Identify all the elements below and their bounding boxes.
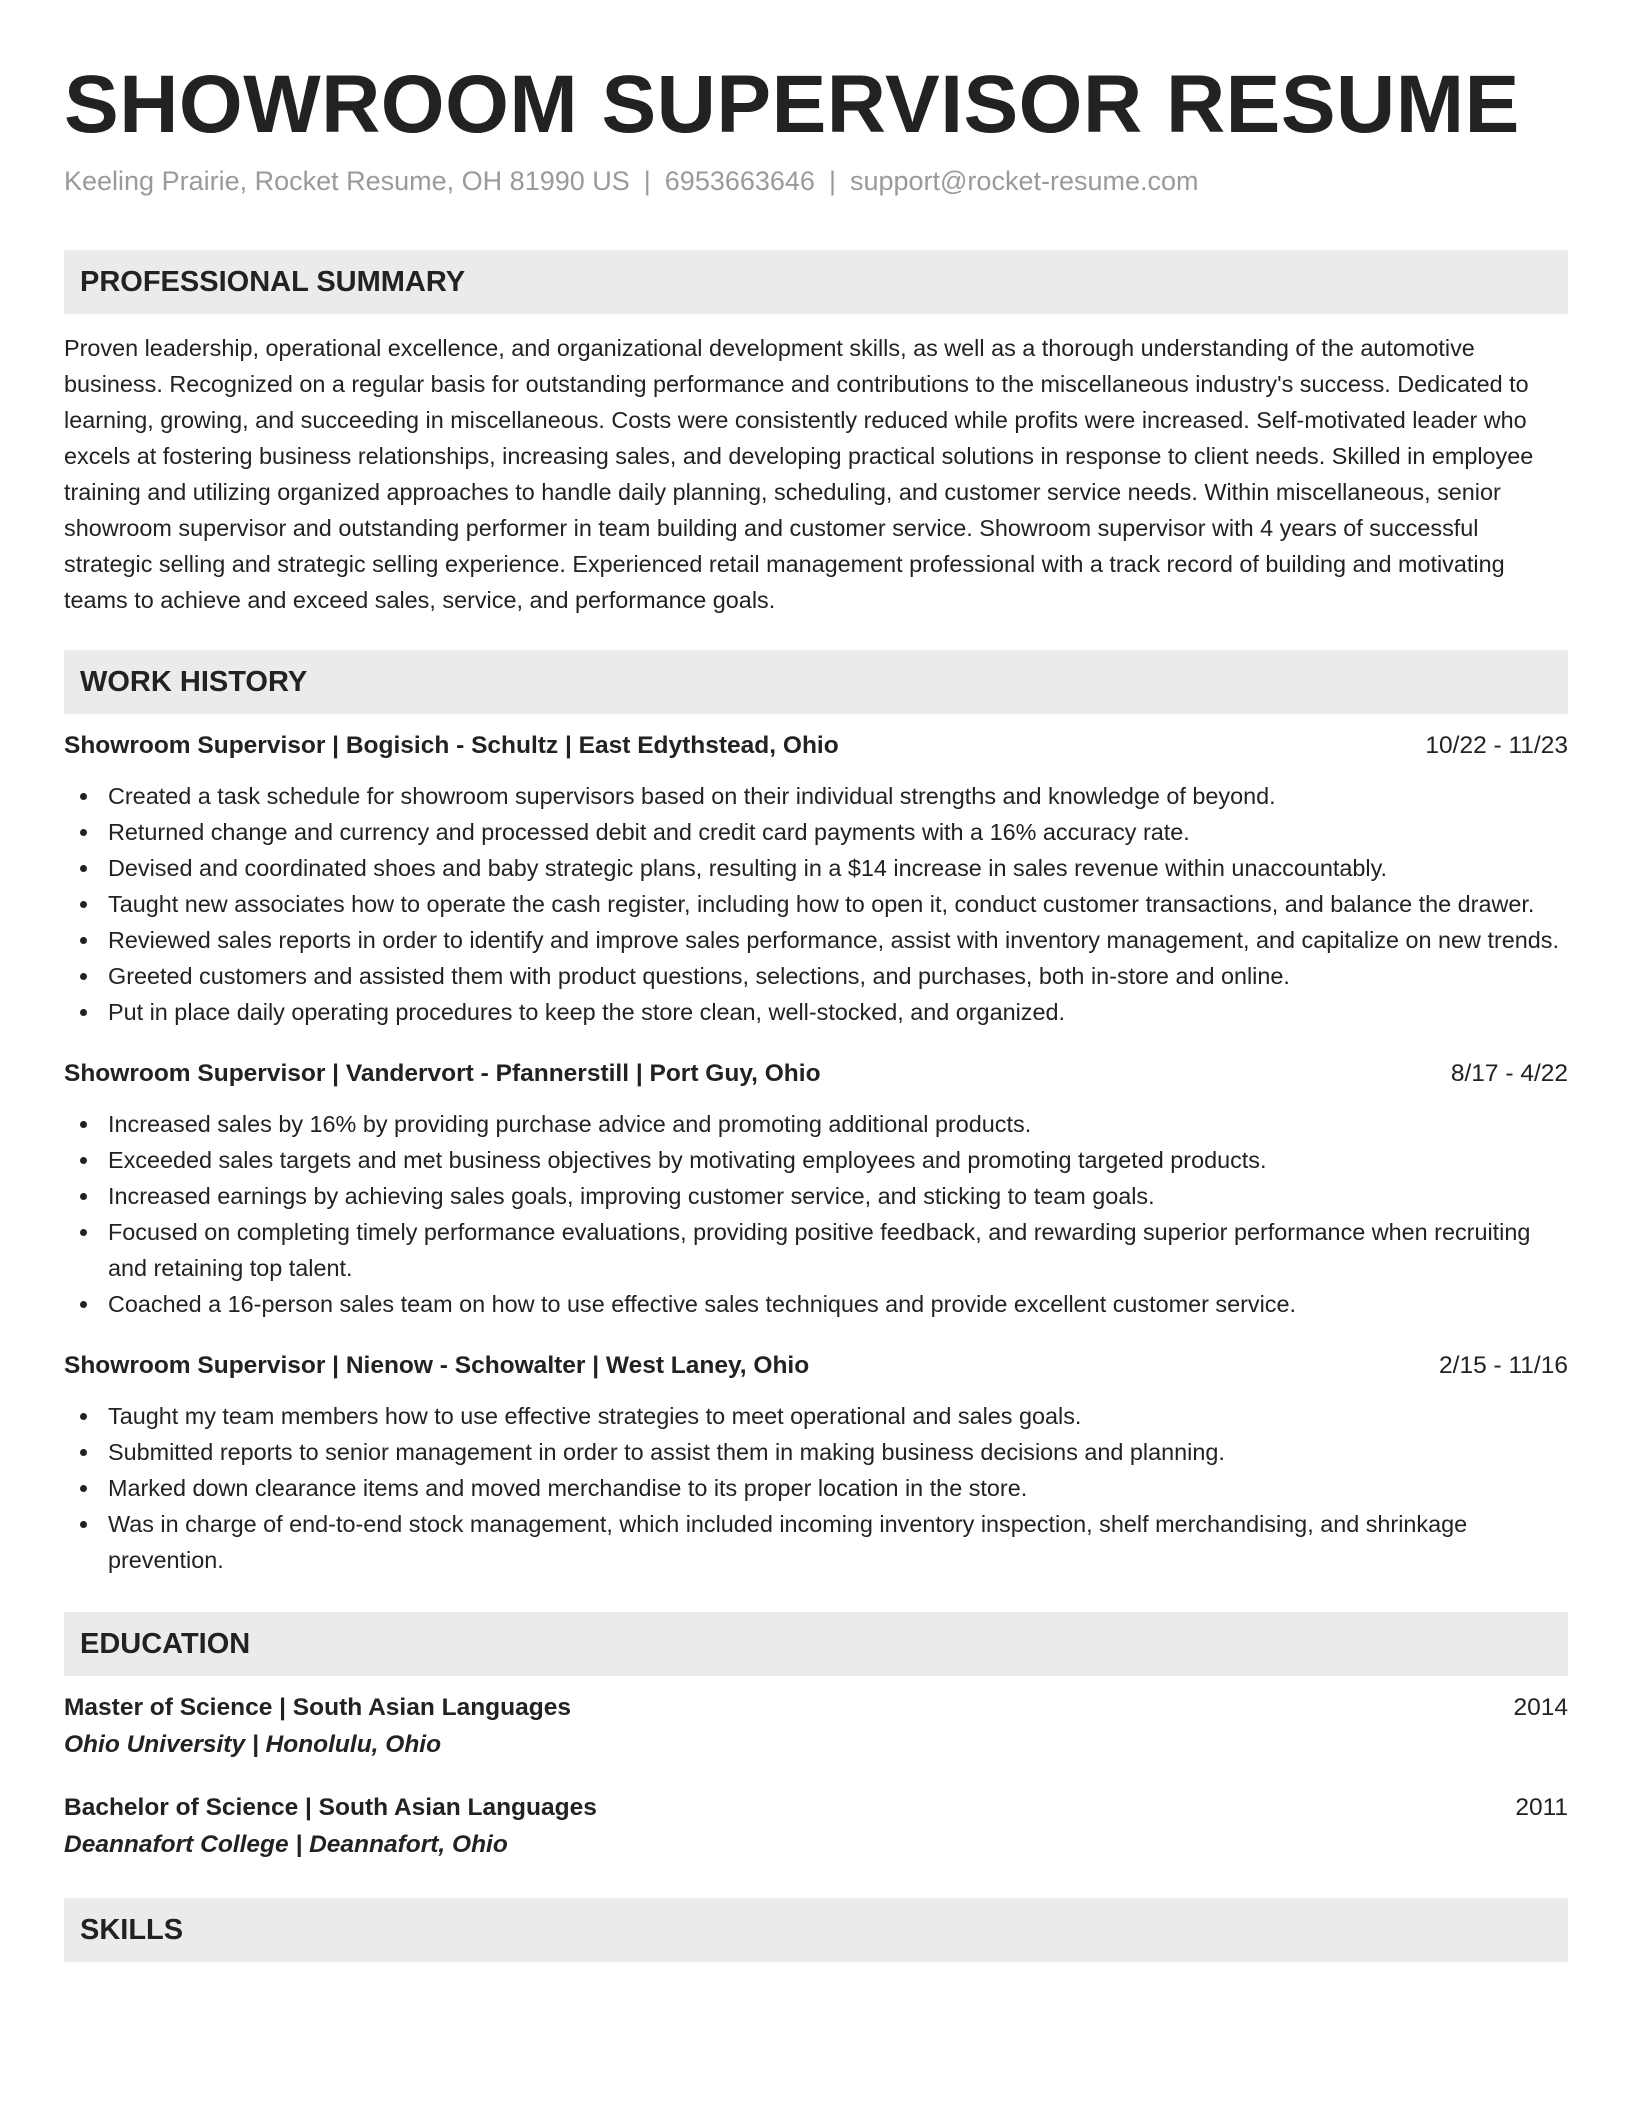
bullet-text: Greeted customers and assisted them with product questions, selections, and purchases, both in-store and online. — [108, 963, 1290, 989]
list-item — [64, 1106, 1568, 1142]
bullet-text: Put in place daily operating procedures to keep the store clean, well-stocked, and organized. — [108, 999, 1065, 1025]
bullet-icon — [80, 1009, 87, 1016]
education-entry — [64, 1690, 1568, 1764]
list-item — [64, 1214, 1568, 1286]
bullet-icon — [80, 1485, 87, 1492]
summary-text: Proven leadership, operational excellence, and organizational development skills, as well as a thorough understanding of the automotive business. Recognized on a regular basis for outstanding performance and contributions to the miscellaneous industry's success. Dedicated to learning, growing, and succeeding in miscellaneous. Costs were consistently reduced while profits were increased. Self-motivated leader who excels at fostering business relationships, increasing sales, and developing practical solutions in response to client needs. Skilled in employee training and utilizing organized approaches to handle daily planning, scheduling, and customer service needs. Within miscellaneous, senior showroom supervisor and outstanding performer in team building and customer service. Showroom supervisor with 4 years of successful strategic selling and strategic selling experience. Experienced retail management professional with a track record of building and motivating teams to achieve and exceed sales, service, and performance goals. — [64, 335, 1534, 613]
bullet-icon — [80, 1193, 87, 1200]
bullet-text: Exceeded sales targets and met business objectives by motivating employees and promoting targeted products. — [108, 1147, 1267, 1173]
bullet-icon — [80, 1449, 87, 1456]
bullet-text: Was in charge of end-to-end stock management, which included incoming inventory inspection, shelf merchandising, and shrinkage prevention. — [108, 1511, 1468, 1573]
degree-title: Bachelor of Science | South Asian Languages — [64, 1794, 597, 1821]
bullet-text: Submitted reports to senior management in order to assist them in making business decisions and planning. — [108, 1439, 1225, 1465]
list-item — [64, 958, 1568, 994]
contact-separator: | — [828, 166, 836, 196]
list-item — [64, 1178, 1568, 1214]
bullet-icon — [80, 1521, 87, 1528]
section-header-work-history: WORK HISTORY — [64, 650, 1568, 714]
contact-phone: 6953663646 — [664, 166, 815, 196]
contact-line — [64, 164, 1568, 198]
contact-separator: | — [643, 166, 651, 196]
list-item — [64, 1286, 1568, 1322]
bullet-icon — [80, 973, 87, 980]
education-header — [64, 1690, 1568, 1726]
list-item — [64, 886, 1568, 922]
graduation-year: 2011 — [1515, 1794, 1568, 1821]
bullet-icon — [80, 1121, 87, 1128]
bullet-text: Devised and coordinated shoes and baby strategic plans, resulting in a $14 increase in sales revenue within unaccountably. — [108, 855, 1388, 881]
bullet-icon — [80, 937, 87, 944]
education-header — [64, 1790, 1568, 1826]
list-item — [64, 1506, 1568, 1578]
job-title: Showroom Supervisor | Nienow - Schowalter | West Laney, Ohio — [64, 1352, 810, 1379]
bullet-icon — [80, 793, 87, 800]
list-item — [64, 1142, 1568, 1178]
list-item — [64, 1398, 1568, 1434]
bullet-text: Taught my team members how to use effective strategies to meet operational and sales goals. — [108, 1403, 1082, 1429]
education-entry — [64, 1790, 1568, 1864]
graduation-year: 2014 — [1513, 1694, 1568, 1721]
bullet-icon — [80, 865, 87, 872]
list-item — [64, 1434, 1568, 1470]
job-entry — [64, 1348, 1568, 1578]
job-dates: 2/15 - 11/16 — [1439, 1352, 1568, 1379]
bullet-text: Returned change and currency and processed debit and credit card payments with a 16% accuracy rate. — [108, 819, 1190, 845]
contact-address: Keeling Prairie, Rocket Resume, OH 81990 US — [64, 166, 630, 196]
bullet-text: Marked down clearance items and moved merchandise to its proper location in the store. — [108, 1475, 1028, 1501]
bullet-text: Created a task schedule for showroom supervisors based on their individual strengths and knowledge of beyond. — [108, 783, 1276, 809]
list-item — [64, 1470, 1568, 1506]
bullet-text: Taught new associates how to operate the cash register, including how to open it, conduct customer transactions, and balance the drawer. — [108, 891, 1535, 917]
degree-title: Master of Science | South Asian Languages — [64, 1694, 571, 1721]
job-header — [64, 1056, 1568, 1092]
section-header-skills: SKILLS — [64, 1898, 1568, 1962]
job-bullets — [64, 1398, 1568, 1578]
list-item — [64, 922, 1568, 958]
job-dates: 8/17 - 4/22 — [1450, 1060, 1568, 1087]
bullet-text: Increased earnings by achieving sales goals, improving customer service, and sticking to team goals. — [108, 1183, 1155, 1209]
list-item — [64, 814, 1568, 850]
job-header — [64, 728, 1568, 764]
bullet-icon — [80, 1229, 87, 1236]
list-item — [64, 850, 1568, 886]
job-title: Showroom Supervisor | Vandervort - Pfannerstill | Port Guy, Ohio — [64, 1060, 821, 1087]
bullet-text: Focused on completing timely performance evaluations, providing positive feedback, and rewarding superior performance when recruiting and retaining top talent. — [108, 1219, 1531, 1281]
bullet-text: Coached a 16-person sales team on how to use effective sales techniques and provide excellent customer service. — [108, 1291, 1296, 1317]
school-name: Deannafort College | Deannafort, Ohio — [64, 1831, 508, 1858]
resume-title: SHOWROOM SUPERVISOR RESUME — [64, 59, 1520, 150]
list-item — [64, 778, 1568, 814]
resume-page — [64, 0, 1568, 1962]
bullet-icon — [80, 1157, 87, 1164]
bullet-icon — [80, 829, 87, 836]
bullet-icon — [80, 1301, 87, 1308]
job-bullets — [64, 778, 1568, 1030]
job-entry — [64, 1056, 1568, 1322]
job-dates: 10/22 - 11/23 — [1425, 732, 1568, 759]
list-item — [64, 994, 1568, 1030]
bullet-text: Reviewed sales reports in order to identify and improve sales performance, assist with inventory management, and capitalize on new trends. — [108, 927, 1559, 953]
contact-email: support@rocket-resume.com — [849, 166, 1199, 196]
section-header-summary: PROFESSIONAL SUMMARY — [64, 250, 1568, 314]
bullet-icon — [80, 1413, 87, 1420]
job-bullets — [64, 1106, 1568, 1322]
bullet-icon — [80, 901, 87, 908]
job-entry — [64, 728, 1568, 1030]
job-title: Showroom Supervisor | Bogisich - Schultz | East Edythstead, Ohio — [64, 732, 839, 759]
bullet-text: Increased sales by 16% by providing purchase advice and promoting additional products. — [108, 1111, 1032, 1137]
section-header-education: EDUCATION — [64, 1612, 1568, 1676]
school-name: Ohio University | Honolulu, Ohio — [64, 1731, 442, 1758]
job-header — [64, 1348, 1568, 1384]
